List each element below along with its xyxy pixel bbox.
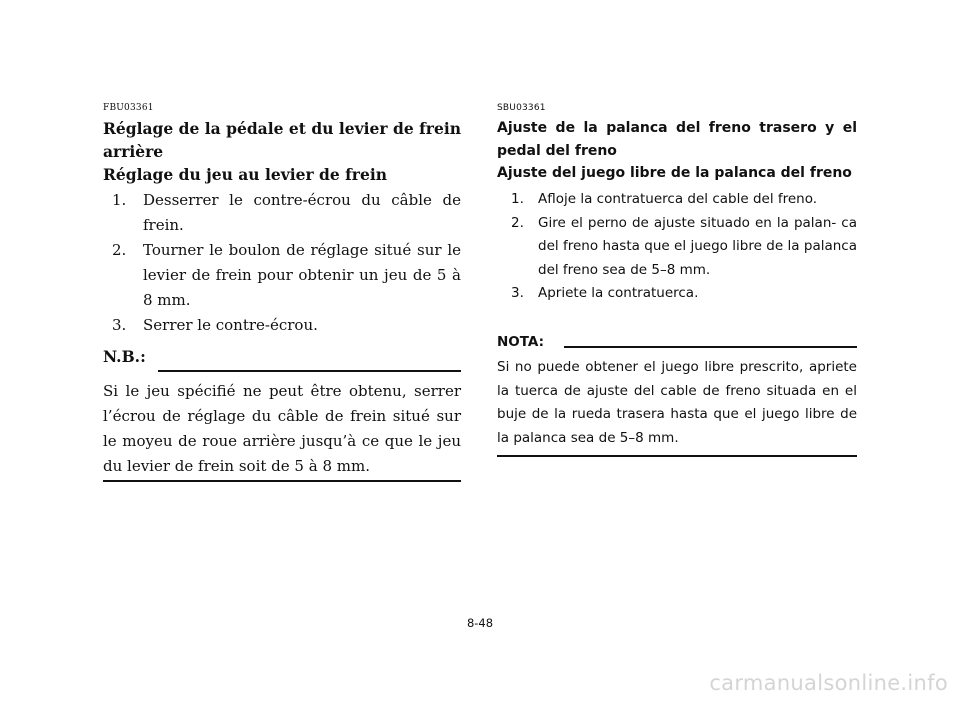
list-item: 3. Serrer le contre-écrou. (112, 316, 318, 334)
note-label: N.B.: (103, 347, 146, 366)
title-main: Ajuste de la palanca del freno trasero y el pedal del freno (497, 120, 857, 159)
note-bottom-rule (497, 455, 857, 457)
section-code: FBU03361 (103, 103, 154, 113)
note-text: Si le jeu spécifié ne peut être obtenu, serrer l’écrou de réglage du câble de frein situé sur le moyeu de roue arrière jusqu’à ce que le jeu du levier de frein soit de 5 à 8 mm. (103, 382, 461, 475)
steps-list (103, 188, 461, 338)
list-item: 2. Gire el perno de ajuste situado en la palan- ca del freno hasta que el juego libre de la palanca del freno sea de 5–8 mm. (511, 214, 857, 278)
list-item: 1. Desserrer le contre-écrou du câble de frein. (112, 191, 461, 234)
steps-list (497, 188, 857, 306)
section-title (497, 117, 857, 185)
section-code: SBU03361 (497, 103, 546, 113)
note-top-rule (564, 346, 857, 348)
title-sub: Réglage du jeu au levier de frein (103, 165, 387, 184)
title-sub: Ajuste del juego libre de la palanca del freno (497, 165, 852, 181)
list-item: 1. Afloje la contratuerca del cable del freno. (511, 191, 818, 207)
watermark: carmanualsonline.info (709, 671, 948, 695)
page-number: 8-48 (466, 616, 494, 630)
note-label: NOTA: (497, 334, 545, 350)
note-text: Si no puede obtener el juego libre prescrito, apriete la tuerca de ajuste del cable de freno situada en el buje de la rueda trasera hasta que el juego libre de la palanca sea de 5–8 mm. (497, 359, 857, 446)
note-bottom-rule (103, 480, 461, 482)
section-title (103, 117, 461, 186)
list-item: 3. Apriete la contratuerca. (511, 285, 699, 301)
title-main: Réglage de la pédale et du levier de frein arrière (103, 119, 461, 161)
list-item: 2. Tourner le boulon de réglage situé sur le levier de frein pour obtenir un jeu de 5 à 8 mm. (112, 241, 461, 309)
note-top-rule (158, 370, 461, 372)
